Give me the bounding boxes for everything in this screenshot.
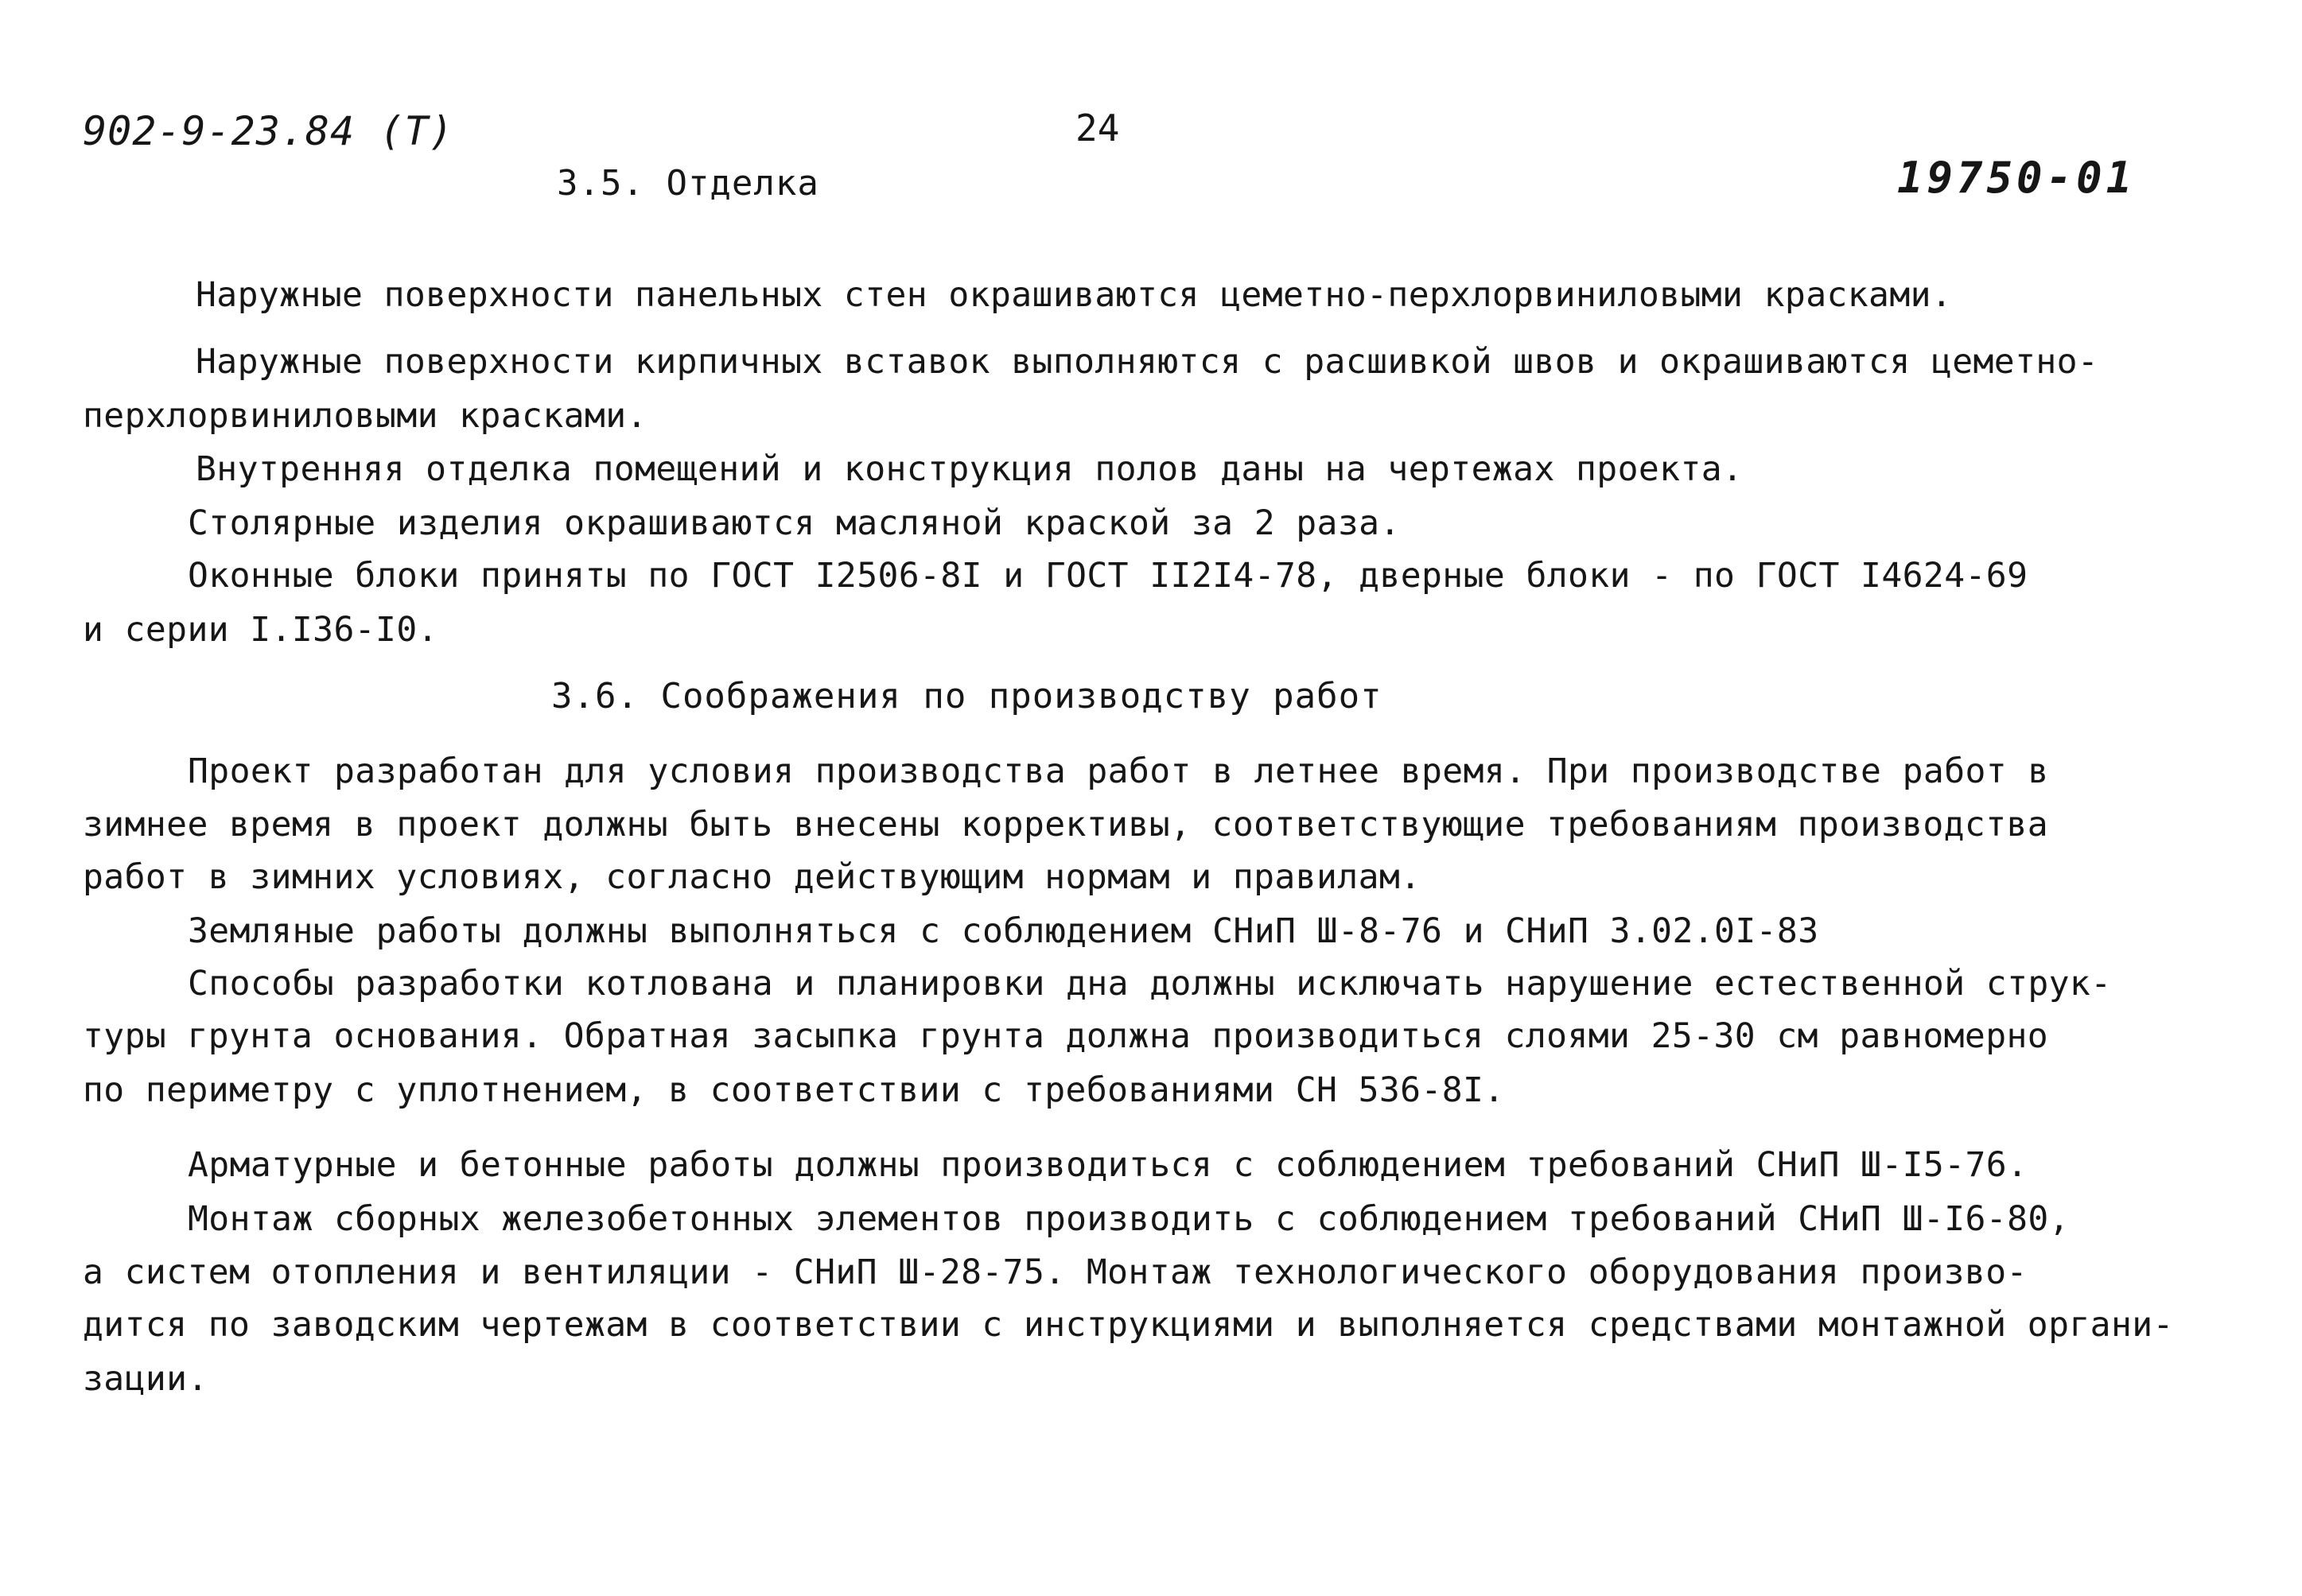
- paragraph-line: Внутренняя отделка помещений и конструкция полов даны на чертежах проекта.: [196, 449, 1744, 489]
- paragraph-line: перхлорвиниловыми красками.: [83, 396, 647, 436]
- paragraph-line: Оконные блоки приняты по ГОСТ I2506-8I и ГОСТ II2I4-78, дверные блоки - по ГОСТ I4624-69: [188, 556, 2028, 596]
- paragraph-line: и серии I.I36-I0.: [83, 610, 438, 650]
- paragraph-line: зации.: [83, 1359, 208, 1399]
- paragraph-line: по периметру с уплотнением, в соответствии с требованиями СН 536-8I.: [83, 1070, 1505, 1110]
- paragraph-line: Арматурные и бетонные работы должны производиться с соблюдением требований СНиП Ш-I5-76.: [188, 1145, 2028, 1185]
- paragraph-line: работ в зимних условиях, согласно действующим нормам и правилам.: [83, 857, 1421, 897]
- section-heading-finishing: 3.5. Отделка: [557, 163, 819, 204]
- paragraph-line: Земляные работы должны выполняться с соблюдением СНиП Ш-8-76 и СНиП 3.02.0I-83: [188, 911, 1819, 951]
- paragraph-line: туры грунта основания. Обратная засыпка грунта должна производиться слоями 25-30 см равномерно: [83, 1016, 2049, 1056]
- paragraph-line: Монтаж сборных железобетонных элементов производить с соблюдением требований СНиП Ш-I6-80,: [188, 1199, 2070, 1239]
- handwritten-inventory-number: 19750-01: [1897, 153, 2137, 203]
- paragraph-line: зимнее время в проект должны быть внесены коррективы, соответствующие требованиям производства: [83, 805, 2049, 845]
- paragraph-line: Столярные изделия окрашиваются масляной краской за 2 раза.: [188, 503, 1401, 543]
- paragraph-line: дится по заводским чертежам в соответствии с инструкциями и выполняется средствами монтажной органи-: [83, 1305, 2174, 1345]
- paragraph-line: Проект разработан для условия производства работ в летнее время. При производстве работ в: [188, 751, 2049, 791]
- section-heading-work-organization: 3.6. Соображения по производству работ: [551, 676, 1382, 716]
- page-number: 24: [1075, 107, 1120, 150]
- paragraph-line: Наружные поверхности кирпичных вставок выполняются с расшивкой швов и окрашиваются цеметно-: [196, 342, 2099, 382]
- paragraph-line: Способы разработки котлована и планировки дна должны исключать нарушение естественной струк-: [188, 964, 2112, 1004]
- paragraph-line: Наружные поверхности панельных стен окрашиваются цеметно-перхлорвиниловыми красками.: [196, 275, 1953, 315]
- paragraph-line: а систем отопления и вентиляции - СНиП Ш-28-75. Монтаж технологического оборудования произво-: [83, 1252, 2028, 1292]
- document-code: 902-9-23.84 (T): [83, 108, 454, 154]
